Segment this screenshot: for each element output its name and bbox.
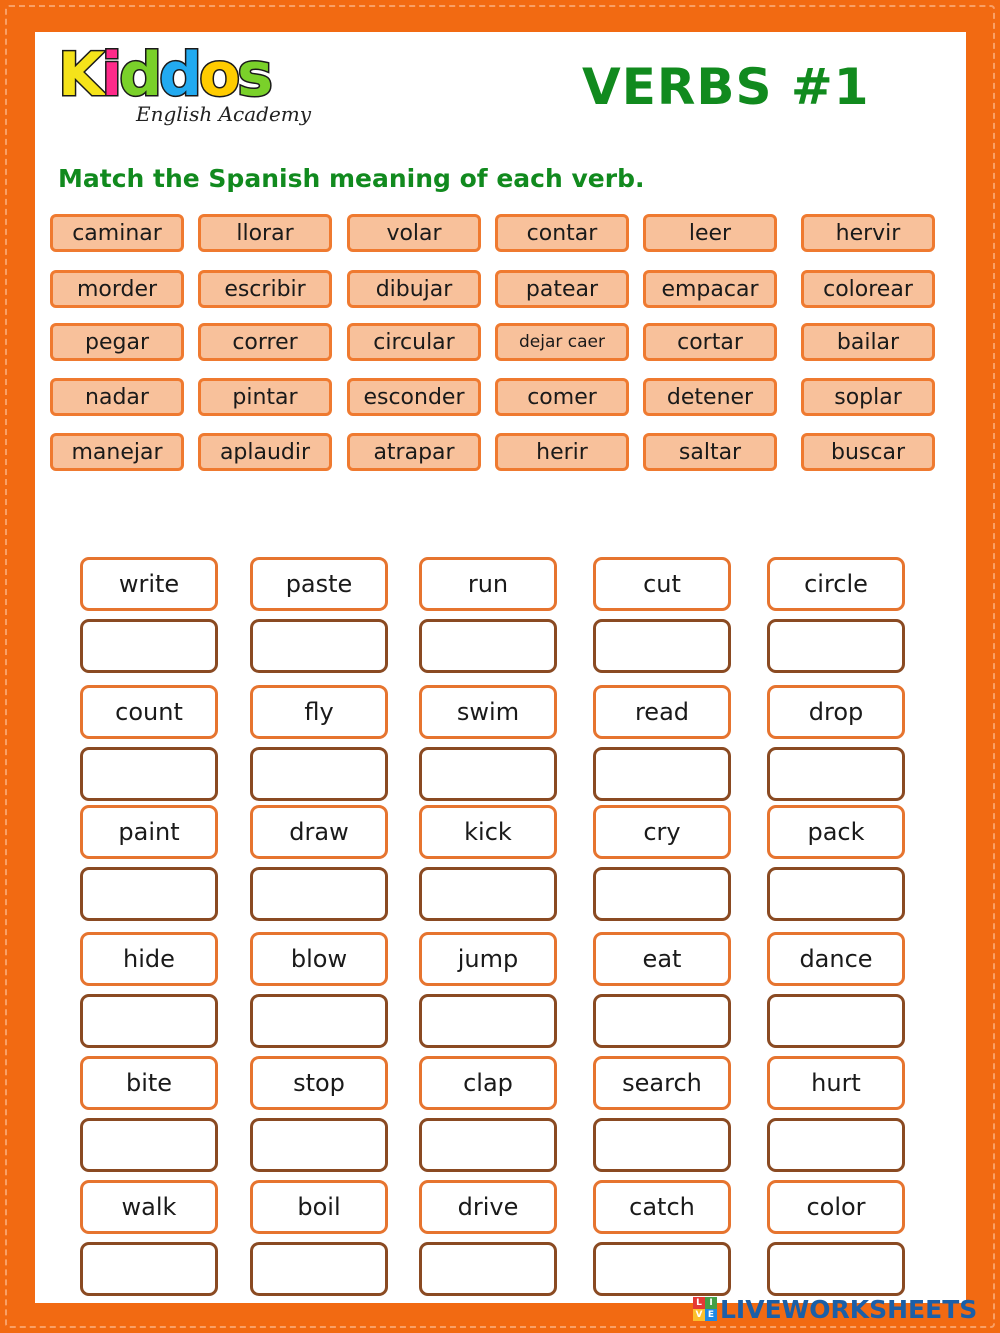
answer-drop-box[interactable]	[419, 1242, 557, 1296]
spanish-word-chip[interactable]: nadar	[50, 378, 184, 416]
english-word-box: drive	[419, 1180, 557, 1234]
answer-drop-box[interactable]	[419, 867, 557, 921]
spanish-word-chip[interactable]: contar	[495, 214, 629, 252]
answer-drop-box[interactable]	[80, 747, 218, 801]
answer-drop-box[interactable]	[250, 867, 388, 921]
english-word-box: pack	[767, 805, 905, 859]
spanish-word-chip[interactable]: comer	[495, 378, 629, 416]
answer-drop-box[interactable]	[250, 747, 388, 801]
english-word-box: count	[80, 685, 218, 739]
english-word-box: kick	[419, 805, 557, 859]
english-word-box: cut	[593, 557, 731, 611]
answer-input[interactable]	[422, 870, 554, 918]
answer-drop-box[interactable]	[767, 867, 905, 921]
answer-drop-box[interactable]	[593, 867, 731, 921]
english-word-box: circle	[767, 557, 905, 611]
answer-input[interactable]	[83, 622, 215, 670]
answer-input[interactable]	[253, 997, 385, 1045]
spanish-word-chip[interactable]: manejar	[50, 433, 184, 471]
answer-input[interactable]	[422, 1245, 554, 1293]
spanish-word-chip[interactable]: escribir	[198, 270, 332, 308]
logo-letter: d	[159, 40, 199, 110]
english-word-box: walk	[80, 1180, 218, 1234]
answer-drop-box[interactable]	[767, 619, 905, 673]
answer-drop-box[interactable]	[80, 867, 218, 921]
answer-drop-box[interactable]	[80, 619, 218, 673]
spanish-word-chip[interactable]: hervir	[801, 214, 935, 252]
spanish-word-chip[interactable]: morder	[50, 270, 184, 308]
answer-drop-box[interactable]	[250, 1118, 388, 1172]
answer-input[interactable]	[83, 1121, 215, 1169]
english-word-box: dance	[767, 932, 905, 986]
english-word-box: catch	[593, 1180, 731, 1234]
english-word-box: read	[593, 685, 731, 739]
kiddos-logo	[58, 40, 318, 140]
logo-subtitle: English Academy	[136, 102, 312, 126]
page-title: VERBS #1	[582, 58, 870, 116]
watermark-icon-tile: I	[705, 1297, 717, 1309]
answer-input[interactable]	[253, 1245, 385, 1293]
answer-input[interactable]	[253, 622, 385, 670]
spanish-word-chip[interactable]: aplaudir	[198, 433, 332, 471]
answer-drop-box[interactable]	[767, 1118, 905, 1172]
answer-input[interactable]	[770, 870, 902, 918]
answer-input[interactable]	[596, 622, 728, 670]
spanish-word-chip[interactable]: patear	[495, 270, 629, 308]
answer-drop-box[interactable]	[593, 994, 731, 1048]
logo-letter: o	[198, 40, 238, 110]
watermark-icon-tile: L	[693, 1297, 705, 1309]
english-word-box: cry	[593, 805, 731, 859]
answer-drop-box[interactable]	[593, 1118, 731, 1172]
spanish-word-chip[interactable]: saltar	[643, 433, 777, 471]
spanish-word-chip[interactable]: bailar	[801, 323, 935, 361]
english-word-box: eat	[593, 932, 731, 986]
answer-drop-box[interactable]	[80, 1242, 218, 1296]
answer-drop-box[interactable]	[250, 619, 388, 673]
answer-drop-box[interactable]	[767, 994, 905, 1048]
liveworksheets-logo-icon	[693, 1297, 717, 1321]
english-word-box: paste	[250, 557, 388, 611]
answer-input[interactable]	[770, 622, 902, 670]
liveworksheets-watermark	[693, 1294, 977, 1324]
answer-input[interactable]	[422, 750, 554, 798]
spanish-word-chip[interactable]: herir	[495, 433, 629, 471]
answer-drop-box[interactable]	[80, 1118, 218, 1172]
english-word-box: swim	[419, 685, 557, 739]
english-word-box: hurt	[767, 1056, 905, 1110]
spanish-word-chip[interactable]: dejar caer	[495, 323, 629, 361]
spanish-word-chip[interactable]: volar	[347, 214, 481, 252]
english-word-box: jump	[419, 932, 557, 986]
answer-input[interactable]	[83, 870, 215, 918]
spanish-word-chip[interactable]: empacar	[643, 270, 777, 308]
answer-input[interactable]	[596, 870, 728, 918]
logo-letter: d	[119, 40, 160, 110]
answer-input[interactable]	[770, 997, 902, 1045]
answer-input[interactable]	[770, 1121, 902, 1169]
english-word-box: clap	[419, 1056, 557, 1110]
english-word-box: paint	[80, 805, 218, 859]
answer-input[interactable]	[596, 997, 728, 1045]
english-word-box: boil	[250, 1180, 388, 1234]
answer-drop-box[interactable]	[593, 619, 731, 673]
answer-input[interactable]	[770, 1245, 902, 1293]
english-word-box: bite	[80, 1056, 218, 1110]
answer-input[interactable]	[253, 750, 385, 798]
answer-drop-box[interactable]	[419, 619, 557, 673]
answer-input[interactable]	[83, 1245, 215, 1293]
answer-input[interactable]	[83, 997, 215, 1045]
spanish-word-chip[interactable]: caminar	[50, 214, 184, 252]
instruction-text: Match the Spanish meaning of each verb.	[58, 164, 645, 193]
logo-letter: i	[101, 40, 120, 110]
watermark-text: LIVEWORKSHEETS	[720, 1294, 978, 1324]
spanish-word-chip[interactable]: pintar	[198, 378, 332, 416]
spanish-word-chip[interactable]: dibujar	[347, 270, 481, 308]
answer-input[interactable]	[596, 1121, 728, 1169]
answer-drop-box[interactable]	[767, 1242, 905, 1296]
english-word-box: fly	[250, 685, 388, 739]
spanish-word-chip[interactable]: atrapar	[347, 433, 481, 471]
logo-letter: K	[58, 40, 102, 110]
answer-input[interactable]	[253, 1121, 385, 1169]
english-word-box: draw	[250, 805, 388, 859]
english-word-box: stop	[250, 1056, 388, 1110]
answer-input[interactable]	[422, 1121, 554, 1169]
spanish-word-chip[interactable]: circular	[347, 323, 481, 361]
answer-input[interactable]	[422, 997, 554, 1045]
english-word-box: run	[419, 557, 557, 611]
answer-input[interactable]	[83, 750, 215, 798]
answer-drop-box[interactable]	[419, 994, 557, 1048]
spanish-word-chip[interactable]: pegar	[50, 323, 184, 361]
spanish-word-chip[interactable]: correr	[198, 323, 332, 361]
answer-input[interactable]	[770, 750, 902, 798]
answer-drop-box[interactable]	[80, 994, 218, 1048]
spanish-word-chip[interactable]: cortar	[643, 323, 777, 361]
answer-input[interactable]	[253, 870, 385, 918]
spanish-word-chip[interactable]: buscar	[801, 433, 935, 471]
spanish-word-chip[interactable]: detener	[643, 378, 777, 416]
answer-drop-box[interactable]	[419, 747, 557, 801]
spanish-word-chip[interactable]: leer	[643, 214, 777, 252]
english-word-box: drop	[767, 685, 905, 739]
answer-input[interactable]	[422, 622, 554, 670]
logo-wordmark	[58, 40, 270, 110]
english-word-box: search	[593, 1056, 731, 1110]
answer-input[interactable]	[596, 1245, 728, 1293]
english-word-box: blow	[250, 932, 388, 986]
answer-drop-box[interactable]	[419, 1118, 557, 1172]
watermark-icon-tile: E	[705, 1309, 717, 1321]
english-word-box: color	[767, 1180, 905, 1234]
spanish-word-chip[interactable]: llorar	[198, 214, 332, 252]
answer-drop-box[interactable]	[593, 747, 731, 801]
spanish-word-chip[interactable]: colorear	[801, 270, 935, 308]
answer-drop-box[interactable]	[250, 994, 388, 1048]
answer-drop-box[interactable]	[593, 1242, 731, 1296]
spanish-word-chip[interactable]: soplar	[801, 378, 935, 416]
english-word-box: write	[80, 557, 218, 611]
watermark-icon-tile: V	[693, 1309, 705, 1321]
logo-letter: s	[237, 40, 270, 110]
english-word-box: hide	[80, 932, 218, 986]
answer-drop-box[interactable]	[250, 1242, 388, 1296]
spanish-word-chip[interactable]: esconder	[347, 378, 481, 416]
answer-input[interactable]	[596, 750, 728, 798]
answer-drop-box[interactable]	[767, 747, 905, 801]
